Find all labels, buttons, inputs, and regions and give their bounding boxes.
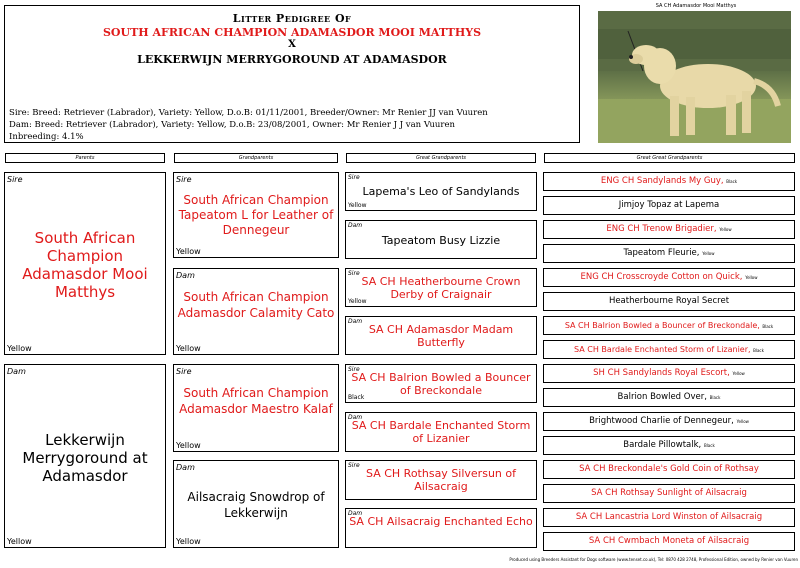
grandparent-cell (173, 460, 339, 548)
grandparent-cell (173, 268, 339, 355)
dog-photo (598, 11, 791, 143)
grandparent-cell (173, 364, 339, 452)
role-label: Sire (7, 175, 23, 184)
great-great-grandparent-cell (543, 508, 795, 527)
role-label: Dam (348, 414, 363, 421)
great-great-grandparent-cell (543, 244, 795, 263)
great-great-grandparent-cell (543, 532, 795, 551)
great-great-grandparent-cell (543, 412, 795, 431)
color-label: Black (762, 324, 774, 329)
ggg-name: Tapeatom Fleurie, (623, 248, 700, 258)
color-label: Yellow (176, 537, 201, 546)
color-label: Yellow (348, 298, 367, 305)
column-header-parents: Parents (5, 153, 165, 163)
great-grandparent-name: Lapema's Leo of Sandylands (362, 185, 520, 198)
photo-caption: SA CH Adamasdor Mooi Matthys (655, 3, 737, 9)
labrador-image (598, 11, 791, 143)
color-label: Yellow (736, 419, 749, 424)
great-grandparent-cell (345, 412, 537, 452)
grandparent-name: South African Champion Adamasdor Maestro Kalaf (179, 386, 333, 416)
great-great-grandparent-cell (543, 316, 795, 335)
footer-credit: Produced using Breeders Assistant for Dogs software (www.tenset.co.uk), Tel: 0870 428 2748, Professional Edition, owned by Renier van Vuuren (509, 557, 798, 562)
ggg-name: SA CH Lancastria Lord Winston of Ailsacraig (575, 512, 763, 522)
ggg-name: Brightwood Charlie of Dennegeur, (589, 416, 734, 426)
ggg-name: SA CH Bardale Enchanted Storm of Lizanier, (574, 345, 751, 354)
ggg-name: ENG CH Crosscroyde Cotton on Quick, (580, 272, 743, 282)
role-label: Dam (348, 318, 363, 325)
ggg-name: SA CH Cwmbach Moneta of Ailsacraig (588, 536, 750, 546)
great-great-grandparent-cell (543, 484, 795, 503)
color-label: Yellow (7, 537, 32, 546)
role-label: Sire (176, 175, 192, 184)
color-label: Yellow (176, 344, 201, 353)
great-great-grandparent-cell (543, 220, 795, 239)
great-grandparent-name: SA CH Ailsacraig Enchanted Echo (349, 515, 533, 528)
great-great-grandparent-cell (543, 268, 795, 287)
role-label: Sire (348, 270, 360, 277)
ggg-name: SH CH Sandylands Royal Escort, (593, 368, 730, 378)
role-label: Dam (176, 463, 195, 472)
color-label: Black (709, 395, 721, 400)
role-label: Dam (348, 510, 363, 517)
role-label: Dam (176, 271, 195, 280)
grandparent-name: Ailsacraig Snowdrop of Lekkerwijn (187, 490, 325, 520)
great-great-grandparent-cell (543, 436, 795, 455)
color-label: Yellow (745, 275, 758, 280)
ggg-name: Heatherbourne Royal Secret (608, 296, 730, 306)
ggg-name: ENG CH Sandylands My Guy, (600, 176, 724, 186)
role-label: Dam (7, 367, 26, 376)
color-label: Yellow (702, 251, 715, 256)
ggg-name: ENG CH Trenow Brigadier, (606, 224, 717, 234)
color-label: Black (753, 348, 764, 353)
ggg-name: SA CH Rothsay Sunlight of Ailsacraig (591, 488, 747, 498)
great-great-grandparent-cell (543, 196, 795, 215)
ggg-name: Bardale Pillowtalk, (623, 440, 702, 450)
pedigree-title: Litter Pedigree Of (232, 12, 352, 25)
great-grandparent-cell (345, 508, 537, 548)
color-label: Yellow (176, 247, 201, 256)
great-grandparent-cell (345, 172, 537, 211)
grandparent-name: South African Champion Adamasdor Calamity Cato (177, 290, 335, 320)
great-grandparent-cell (345, 268, 537, 307)
role-label: Sire (176, 367, 192, 376)
role-label: Sire (348, 462, 360, 469)
grandparent-cell (173, 172, 339, 258)
great-great-grandparent-cell (543, 460, 795, 479)
color-label: Yellow (176, 441, 201, 450)
color-label: Yellow (348, 202, 367, 209)
ggg-name: SA CH Balrion Bowled a Bouncer of Breckondale, (564, 321, 760, 330)
great-great-grandparent-cell (543, 364, 795, 383)
role-label: Sire (348, 174, 360, 181)
sire-title: SOUTH AFRICAN CHAMPION ADAMASDOR MOOI MATTHYS (102, 26, 482, 39)
color-label: Black (726, 179, 738, 184)
ggg-name: SA CH Breckondale's Gold Coin of Rothsay (579, 464, 759, 474)
color-label: Yellow (732, 371, 745, 376)
pedigree-header (4, 5, 580, 143)
great-grandparent-name: SA CH Balrion Bowled a Bouncer of Breckondale (351, 371, 531, 397)
great-grandparent-name: SA CH Heatherbourne Crown Derby of Craignair (361, 275, 521, 301)
color-label: Yellow (7, 344, 32, 353)
dam-title: LEKKERWIJN MERRYGOROUND AT ADAMASDOR (137, 53, 447, 66)
great-great-grandparent-cell (543, 172, 795, 191)
great-grandparent-cell (345, 316, 537, 355)
great-great-grandparent-cell (543, 292, 795, 311)
great-grandparent-name: SA CH Rothsay Silversun of Ailsacraig (366, 467, 516, 493)
great-grandparent-cell (345, 220, 537, 259)
role-label: Sire (348, 366, 360, 373)
ggg-name: Balrion Bowled Over, (617, 392, 707, 402)
great-grandparent-name: Tapeatom Busy Lizzie (381, 234, 501, 247)
inbreeding-coefficient: Inbreeding: 4.1% (9, 132, 84, 142)
grandparent-name: South African Champion Tapeatom L for Leather of Dennegeur (178, 193, 334, 237)
great-grandparent-name: SA CH Adamasdor Madam Butterfly (368, 323, 514, 349)
color-label: Black (348, 394, 365, 401)
parent-dam-cell (4, 364, 166, 548)
great-grandparent-name: SA CH Bardale Enchanted Storm of Lizanier (351, 419, 531, 445)
column-header-great-great-grandparents: Great Great Grandparents (544, 153, 795, 163)
color-label: Yellow (719, 227, 732, 232)
color-label: Black (703, 443, 715, 448)
great-great-grandparent-cell (543, 388, 795, 407)
parent-dam-name: Lekkerwijn Merrygoround at Adamasdor (22, 431, 148, 485)
parent-sire-name: South African Champion Adamasdor Mooi Matthys (22, 229, 148, 301)
sire-details: Sire: Breed: Retriever (Labrador), Variety: Yellow, D.o.B: 01/11/2001, Breeder/Owner: Mr Renier JJ van Vuuren (9, 108, 488, 118)
great-grandparent-cell (345, 364, 537, 403)
column-header-great-grandparents: Great Grandparents (346, 153, 536, 163)
great-great-grandparent-cell (543, 340, 795, 359)
column-header-grandparents: Grandparents (174, 153, 338, 163)
great-grandparent-cell (345, 460, 537, 500)
parent-sire-cell (4, 172, 166, 355)
role-label: Dam (348, 222, 363, 229)
cross-symbol: X (288, 39, 296, 50)
ggg-name: Jimjoy Topaz at Lapema (618, 200, 720, 210)
dam-details: Dam: Breed: Retriever (Labrador), Variety: Yellow, D.o.B: 23/08/2001, Owner: Mr Renier J J van Vuuren (9, 120, 455, 130)
